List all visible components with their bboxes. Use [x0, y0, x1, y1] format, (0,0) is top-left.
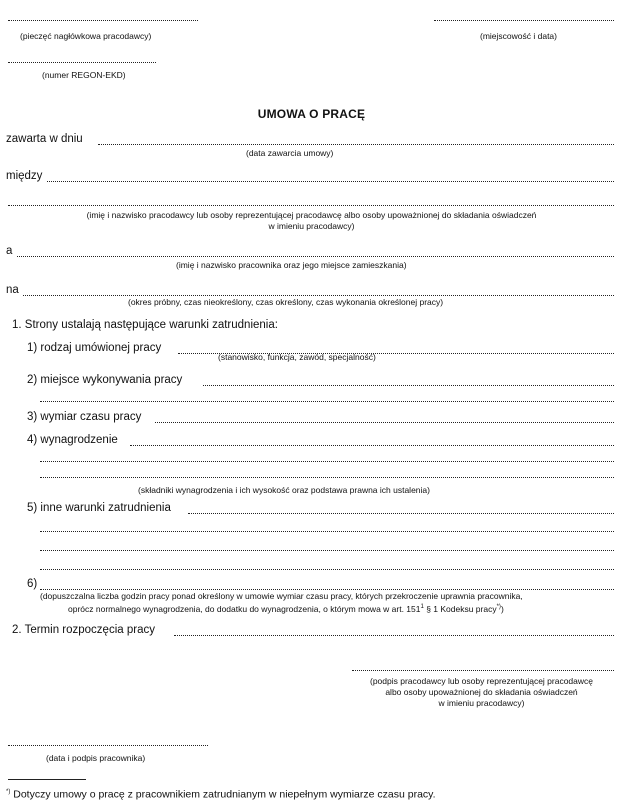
item1-label: 1) rodzaj umówionej pracy [27, 342, 162, 354]
footnote-mark: *) [6, 789, 11, 795]
item4-line-3[interactable] [40, 477, 614, 478]
employee-signature-hint: (data i podpis pracownika) [46, 753, 146, 763]
place-date-line[interactable] [434, 20, 614, 21]
concluded-hint: (data zawarcia umowy) [246, 148, 334, 158]
employer-signature-line[interactable] [352, 670, 614, 671]
item3-line[interactable] [155, 422, 614, 423]
section1-heading: 1. Strony ustalają następujące warunki zatrudnienia: [12, 319, 278, 331]
item6-hint-1: (dopuszczalna liczba godzin pracy ponad określony w umowie wymiar czasu pracy, których przekroczenie uprawnia pracownika, [40, 591, 523, 601]
item2-label: 2) miejsce wykonywania pracy [27, 374, 183, 386]
footnote-text: Dotyczy umowy o pracę z pracownikiem zatrudnianym w niepełnym wymiarze czasu pracy. [10, 788, 436, 801]
item5-line-3[interactable] [40, 550, 614, 551]
between-hint-2: w imieniu pracodawcy) [268, 221, 355, 231]
employer-signature-hint-3: w imieniu pracodawcy) [438, 698, 525, 708]
employer-signature-hint-1: (podpis pracodawcy lub osoby reprezentującej pracodawcę [369, 676, 594, 686]
period-line[interactable] [23, 295, 614, 296]
footnote-rule [8, 779, 86, 780]
concluded-label: zawarta w dniu [6, 133, 83, 145]
regon-line[interactable] [8, 62, 156, 63]
employee-line[interactable] [17, 256, 614, 257]
item4-line-1[interactable] [130, 445, 614, 446]
between-hint-1: (imię i nazwisko pracodawcy lub osoby reprezentującej pracodawcę albo osoby upoważnionej do składania oświadczeń [86, 210, 537, 220]
section2-heading: 2. Termin rozpoczęcia pracy [12, 624, 155, 636]
item5-line-4[interactable] [40, 569, 614, 570]
item2-line-1[interactable] [203, 385, 614, 386]
item4-hint: (składniki wynagrodzenia i ich wysokość oraz podstawa prawna ich ustalenia) [138, 485, 430, 495]
item6-line[interactable] [40, 589, 614, 590]
employee-signature-line[interactable] [8, 745, 208, 746]
item6-label: 6) [27, 578, 38, 590]
and-hint: (imię i nazwisko pracownika oraz jego miejsce zamieszkania) [176, 260, 407, 270]
between-line-2[interactable] [8, 205, 614, 206]
for-label: na [6, 284, 19, 296]
item5-line-1[interactable] [188, 513, 614, 514]
place-date-label: (miejscowość i data) [480, 31, 557, 41]
item1-hint: (stanowisko, funkcja, zawód, specjalność) [218, 352, 376, 362]
start-date-line[interactable] [174, 635, 614, 636]
item5-line-2[interactable] [40, 531, 614, 532]
footnote [6, 786, 436, 801]
item6-hint-2: oprócz normalnego wynagrodzenia, do dodatku do wynagrodzenia, o którym mowa w art. $151^1$ § 1 Kodeksu pracy*)) [68, 603, 504, 614]
item3-label: 3) wymiar czasu pracy [27, 411, 142, 423]
item4-label: 4) wynagrodzenie [27, 434, 118, 446]
item4-line-2[interactable] [40, 461, 614, 462]
item5-label: 5) inne warunki zatrudnienia [27, 502, 171, 514]
regon-label: (numer REGON-EKD) [42, 70, 126, 80]
between-line-1[interactable] [47, 181, 614, 182]
employer-stamp-label: (pieczęć nagłówkowa pracodawcy) [20, 31, 152, 41]
document-title: UMOWA O PRACĘ [257, 107, 366, 121]
employer-signature-hint-2: albo osoby upoważnionej do składania oświadczeń [385, 687, 578, 697]
and-label: a [6, 245, 13, 257]
employer-stamp-line[interactable] [8, 20, 198, 21]
concluded-date-line[interactable] [98, 144, 614, 145]
between-label: między [6, 170, 43, 182]
for-hint: (okres próbny, czas nieokreślony, czas określony, czas wykonania określonej pracy) [128, 297, 444, 307]
item2-line-2[interactable] [40, 401, 614, 402]
